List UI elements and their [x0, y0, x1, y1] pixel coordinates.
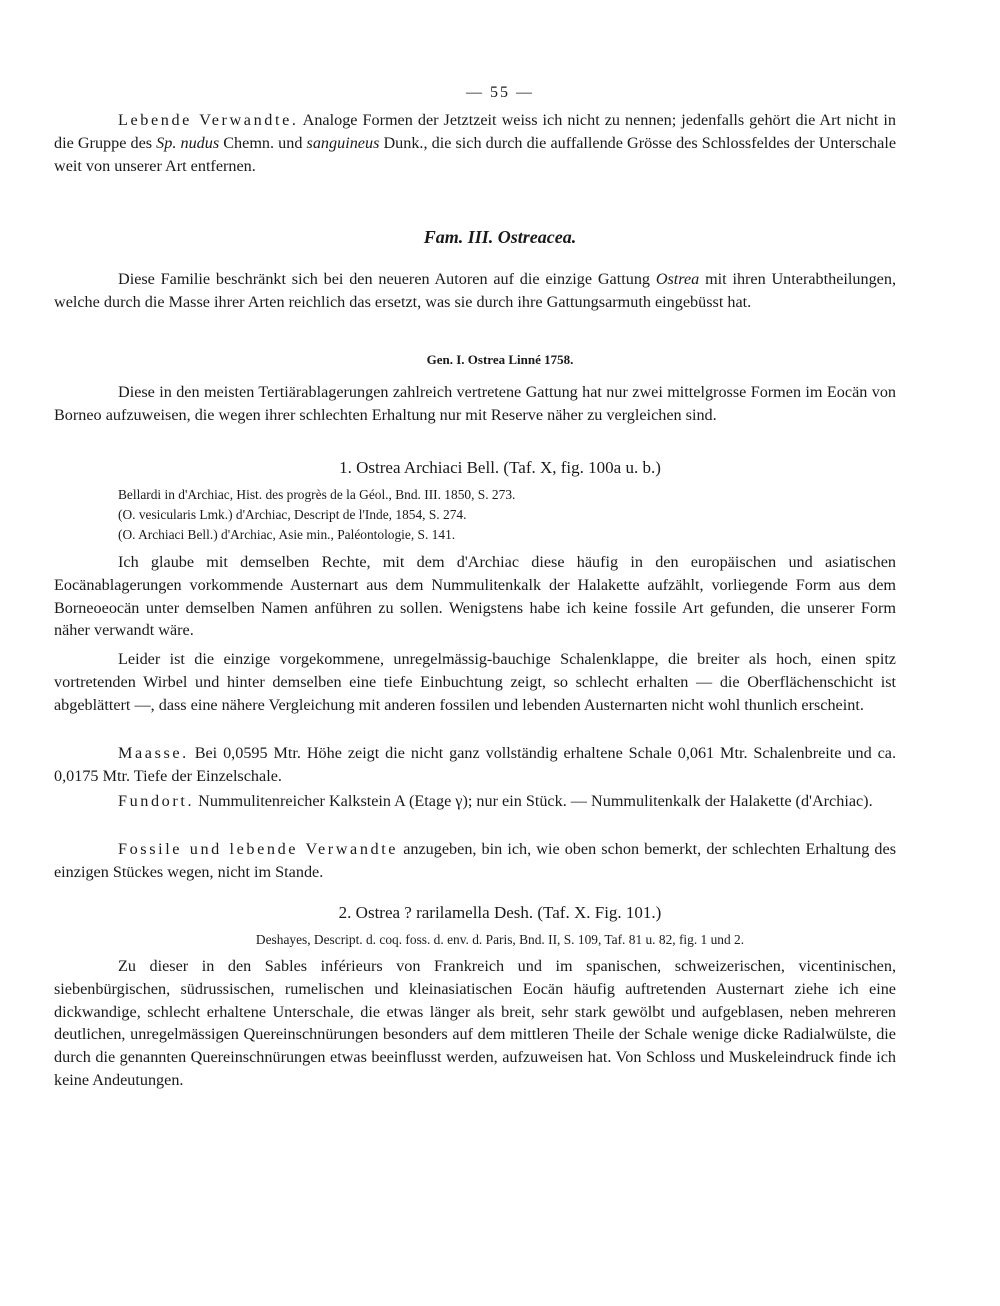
- reference-item: Bellardi in d'Archiac, Hist. des progrès de la Géol., Bnd. III. 1850, S. 273.: [118, 487, 516, 502]
- paragraph-family: [54, 268, 896, 314]
- text-run: Nummulitenreicher Kalkstein A (Etage γ); nur ein Stück. — Nummulitenkalk der Halakette (d'Archiac).: [194, 792, 873, 810]
- text-run: Dunk., die sich durch die auffallende Grösse des Schlossfeldes der Unterschale weit von unserer Art entfernen.: [54, 133, 897, 175]
- paragraph-fossile: [54, 838, 896, 884]
- run-in-heading: Fossile und lebende Verwandte: [118, 840, 399, 858]
- italic-taxon: sanguineus: [306, 133, 380, 152]
- run-in-heading: Fundort.: [118, 792, 195, 810]
- paragraph-genus: Diese in den meisten Tertiärablagerungen zahlreich vertretene Gattung hat nur zwei mittelgrosse Formen im Eocän von Borneo aufzuweisen, die wegen ihrer schlechten Erhaltung nur mit Reserve näher zu vergleichen sind.: [54, 383, 896, 424]
- reference-item: (O. Archiaci Bell.) d'Archiac, Asie min., Paléontologie, S. 141.: [118, 527, 456, 542]
- text-run: Diese Familie beschränkt sich bei den neueren Autoren auf die einzige Gattung: [118, 270, 656, 288]
- reference-species2: Deshayes, Descript. d. coq. foss. d. env. d. Paris, Bnd. II, S. 109, Taf. 81 u. 82, fig. 1 und 2.: [255, 932, 745, 947]
- run-in-heading: Maasse.: [118, 744, 189, 762]
- run-in-heading: Lebende Verwandte.: [118, 111, 299, 129]
- genus-heading: Gen. I. Ostrea Linné 1758.: [426, 352, 574, 367]
- italic-taxon: Ostrea: [655, 270, 700, 288]
- paragraph-species1-intro: Ich glaube mit demselben Rechte, mit dem d'Archiac diese häufig in den europäischen und asiatischen Eocänablagerungen vorkommende Austernart aus dem Nummulitenkalk der Halakette aufzählt, vorliegende Form aus dem Borneoeocän unter demselben Namen anführen zu sollen. Wenigstens habe ich keine fossile Art gefunden, die unserer Form näher verwandt wäre.: [54, 553, 896, 640]
- text-run: Bei 0,0595 Mtr. Höhe zeigt die nicht ganz vollständig erhaltene Schale 0,061 Mtr. Schalenbreite und ca. 0,0175 Mtr. Tiefe der Einzelschale.: [54, 744, 896, 785]
- species-heading-1: 1. Ostrea Archiaci Bell. (Taf. X, fig. 100a u. b.): [339, 458, 661, 477]
- species-heading-2: 2. Ostrea ? rarilamella Desh. (Taf. X. Fig. 101.): [338, 903, 662, 922]
- paragraph-lebende-verwandte: [54, 109, 896, 177]
- italic-taxon: Sp. nudus: [156, 133, 220, 152]
- family-heading: Fam. III. Ostreacea.: [423, 227, 577, 247]
- text-run: Chemn. und: [219, 133, 307, 152]
- paragraph-species1-description: Leider ist die einzige vorgekommene, unregelmässig-bauchige Schalenklappe, die breiter als hoch, einen spitz vortretenden Wirbel und hinter demselben eine tiefe Einbuchtung zeigt, so schlecht erhalten — die Oberflächenschicht ist abgeblättert —, dass eine nähere Vergleichung mit anderen fossilen und lebenden Austernarten nicht wohl thunlich erscheint.: [54, 650, 896, 714]
- text-run: anzugeben, bin ich, wie oben schon bemerkt, der schlechten Erhaltung des einzigen Stückes wegen, nicht im Stande.: [54, 840, 896, 881]
- paragraph-species2: Zu dieser in den Sables inférieurs von Frankreich und im spanischen, schweizerischen, vicentinischen, siebenbürgischen, südrussischen, rumelischen und kleinasiatischen Eocän häufig auftretenden Austernart ziehe ich eine dickwandige, schlecht erhaltene Unterschale, die etwas länger als breit, sehr stark gewölbt und aufgeblasen, neben mehreren deutlichen, unregelmässigen Quereinschnürungen besonders auf dem mittleren Theile der Schale wenige dicke Radialwülste, die durch die genannten Quereinschnürungen etwas beeinflusst werden, aufzuweisen hat. Von Schloss und Muskeleindruck finde ich keine Andeutungen.: [54, 957, 896, 1089]
- paragraph-fundort: [54, 790, 896, 813]
- paragraph-maasse: [54, 742, 896, 788]
- page-number: — 55 —: [466, 84, 534, 101]
- text-run: Analoge Formen der Jetztzeit weiss ich nicht zu nennen; jedenfalls gehört die Art nicht in die Gruppe des: [54, 111, 896, 152]
- text-run: mit ihren Unterabtheilungen, welche durch die Masse ihrer Arten reichlich das ersetzt, was sie durch ihre Gattungsarmuth eingebüsst hat.: [54, 270, 896, 311]
- reference-item: (O. vesicularis Lmk.) d'Archiac, Descript de l'Inde, 1854, S. 274.: [118, 507, 467, 522]
- reference-list-1: [118, 485, 878, 545]
